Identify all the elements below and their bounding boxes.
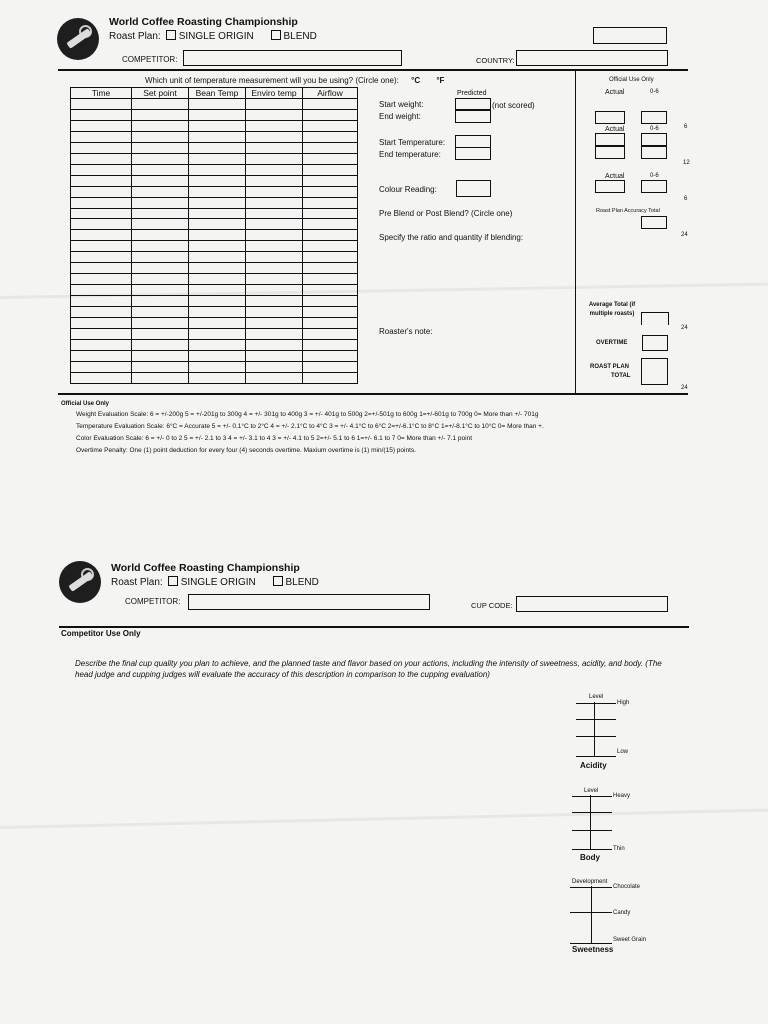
table-cell[interactable] — [132, 241, 189, 252]
table-row[interactable] — [71, 329, 358, 340]
blend-checkbox-2[interactable] — [273, 576, 283, 586]
official-use-label: Official Use Only — [609, 77, 654, 83]
col-enviro-temp: Enviro temp — [246, 88, 303, 99]
cup-code-field[interactable] — [516, 596, 668, 612]
acidity-tick-2 — [576, 719, 616, 720]
table-cell[interactable] — [71, 197, 132, 208]
col-airflow: Airflow — [303, 88, 358, 99]
table-row[interactable] — [71, 142, 358, 153]
table-cell[interactable] — [71, 241, 132, 252]
table-cell[interactable] — [189, 142, 246, 153]
table-cell[interactable] — [189, 230, 246, 241]
roast-plan-total-label-2: TOTAL — [611, 373, 631, 379]
table-cell[interactable] — [71, 329, 132, 340]
range-label-3: 0-6 — [650, 173, 659, 179]
competitor-label: COMPETITOR: — [122, 55, 178, 64]
col-set-point: Set point — [132, 88, 189, 99]
table-row[interactable] — [71, 318, 358, 329]
accuracy-total-box[interactable] — [641, 216, 667, 229]
table-cell[interactable] — [246, 296, 303, 307]
table-row[interactable] — [71, 197, 358, 208]
table-cell[interactable] — [189, 296, 246, 307]
actual-temp-box-end[interactable] — [595, 146, 625, 159]
table-row[interactable] — [71, 208, 358, 219]
table-cell[interactable] — [246, 318, 303, 329]
table-cell[interactable] — [303, 164, 358, 175]
table-row[interactable] — [71, 175, 358, 186]
table-cell[interactable] — [132, 285, 189, 296]
not-scored-label: (not scored) — [492, 101, 535, 110]
form1-bottom-rule — [58, 393, 688, 395]
table-cell[interactable] — [71, 120, 132, 131]
table-cell[interactable] — [189, 219, 246, 230]
body-tick-4 — [572, 849, 612, 850]
official-divider — [575, 69, 576, 394]
blend-question: Pre Blend or Post Blend? (Circle one) — [379, 209, 513, 218]
country-field[interactable] — [516, 50, 668, 66]
table-cell[interactable] — [303, 307, 358, 318]
table-cell[interactable] — [132, 109, 189, 120]
table-cell[interactable] — [189, 318, 246, 329]
table-cell[interactable] — [189, 252, 246, 263]
colour-score-box[interactable] — [641, 180, 667, 193]
table-cell[interactable] — [71, 109, 132, 120]
table-cell[interactable] — [189, 186, 246, 197]
body-high-label: Heavy — [613, 793, 631, 799]
table-cell[interactable] — [246, 241, 303, 252]
table-cell[interactable] — [303, 131, 358, 142]
body-tick-2 — [572, 812, 612, 813]
table-cell[interactable] — [132, 153, 189, 164]
acidity-name: Acidity — [580, 761, 607, 770]
table-cell[interactable] — [303, 175, 358, 186]
colour-reading-label: Colour Reading: — [379, 185, 437, 194]
table-row[interactable] — [71, 274, 358, 285]
table-cell[interactable] — [71, 186, 132, 197]
table-cell[interactable] — [246, 99, 303, 110]
table-cell[interactable] — [303, 318, 358, 329]
table-cell[interactable] — [189, 361, 246, 372]
championship-logo-icon-2 — [59, 561, 101, 603]
actual-label-1: Actual — [605, 89, 625, 96]
roast-log-header — [71, 88, 358, 99]
acidity-tick-3 — [576, 736, 616, 737]
table-cell[interactable] — [132, 372, 189, 383]
table-cell[interactable] — [303, 296, 358, 307]
actual-label-2: Actual — [605, 126, 625, 133]
roast-plan-label-2: Roast Plan: — [111, 577, 163, 588]
table-cell[interactable] — [132, 339, 189, 350]
championship-logo-icon — [57, 18, 99, 60]
roast-plan-total-label-1: ROAST PLAN — [590, 364, 629, 370]
table-cell[interactable] — [303, 372, 358, 383]
table-cell[interactable] — [189, 263, 246, 274]
table-cell[interactable] — [246, 197, 303, 208]
sweetness-scale-line — [591, 886, 592, 944]
table-cell[interactable] — [303, 252, 358, 263]
blend-checkbox[interactable] — [271, 30, 281, 40]
single-origin-checkbox-2[interactable] — [168, 576, 178, 586]
table-cell[interactable] — [246, 109, 303, 120]
table-cell[interactable] — [71, 164, 132, 175]
sweetness-chocolate-label: Chocolate — [613, 884, 641, 890]
table-row[interactable] — [71, 219, 358, 230]
table-row[interactable] — [71, 164, 358, 175]
table-cell[interactable] — [246, 372, 303, 383]
table-cell[interactable] — [132, 263, 189, 274]
unit-celsius[interactable]: °C — [411, 76, 421, 85]
temp-question: Which unit of temperature measurement will you be using? (Circle one): °C °F — [145, 76, 445, 85]
weight-scale: Weight Evaluation Scale: 6 = +/-200g 5 = +/-201g to 300g 4 = +/- 301g to 400g 3 = +/- 401g to 500g 2=+/-501g to 600g 1=+/-601g to 700g 0= More than +/- 701g — [76, 411, 539, 418]
start-weight-label: Start weight: — [379, 100, 424, 109]
table-cell[interactable] — [246, 252, 303, 263]
table-row[interactable] — [71, 296, 358, 307]
table-cell[interactable] — [132, 318, 189, 329]
table-cell[interactable] — [71, 339, 132, 350]
col-time: Time — [71, 88, 132, 99]
average-max-24: 24 — [681, 325, 688, 331]
table-cell[interactable] — [71, 372, 132, 383]
colour-max-6: 6 — [684, 196, 688, 202]
table-cell[interactable] — [132, 175, 189, 186]
table-cell[interactable] — [246, 142, 303, 153]
table-cell[interactable] — [132, 329, 189, 340]
table-cell[interactable] — [71, 285, 132, 296]
col-bean-temp: Bean Temp — [189, 88, 246, 99]
table-cell[interactable] — [132, 120, 189, 131]
table-cell[interactable] — [71, 361, 132, 372]
table-cell[interactable] — [132, 99, 189, 110]
temp-score-box-end[interactable] — [641, 146, 667, 159]
table-cell[interactable] — [132, 142, 189, 153]
table-cell[interactable] — [303, 99, 358, 110]
acidity-level-label: Level — [589, 694, 604, 700]
table-cell[interactable] — [132, 208, 189, 219]
accuracy-max-24: 24 — [681, 232, 688, 238]
table-cell[interactable] — [246, 175, 303, 186]
form1-roast-plan — [109, 30, 317, 42]
table-cell[interactable] — [132, 219, 189, 230]
roast-plan-label: Roast Plan: — [109, 31, 161, 42]
range-label-1: 0-6 — [650, 89, 659, 95]
sweetness-tick-3 — [570, 943, 612, 944]
country-label: COUNTRY: — [476, 56, 515, 65]
table-cell[interactable] — [71, 142, 132, 153]
table-cell[interactable] — [189, 372, 246, 383]
table-row[interactable] — [71, 186, 358, 197]
table-cell[interactable] — [246, 285, 303, 296]
temp-max-12: 12 — [683, 160, 690, 166]
body-tick-1 — [572, 796, 612, 797]
table-cell[interactable] — [189, 197, 246, 208]
roast-plan-accuracy-label: Roast Plan Accuracy Total — [596, 208, 660, 214]
table-cell[interactable] — [132, 307, 189, 318]
overtime-penalty: Overtime Penalty: One (1) point deduction for every four (4) seconds overtime. Maxium overtime is (1) min/(15) points. — [76, 447, 416, 454]
weight-score-box[interactable] — [641, 111, 667, 124]
table-cell[interactable] — [71, 219, 132, 230]
table-row[interactable] — [71, 252, 358, 263]
table-cell[interactable] — [71, 99, 132, 110]
table-cell[interactable] — [303, 230, 358, 241]
roasters-note-label: Roaster's note: — [379, 327, 433, 336]
form1-top-right-box[interactable] — [593, 27, 667, 44]
total-max-24: 24 — [681, 385, 688, 391]
table-cell[interactable] — [132, 230, 189, 241]
table-cell[interactable] — [303, 329, 358, 340]
blend-label-2: BLEND — [285, 577, 319, 588]
body-level-label: Level — [584, 788, 599, 794]
table-row[interactable] — [71, 285, 358, 296]
average-total-box[interactable] — [641, 312, 669, 325]
table-row[interactable] — [71, 230, 358, 241]
unit-fahrenheit[interactable]: °F — [436, 76, 445, 85]
body-name: Body — [580, 853, 600, 862]
overtime-box[interactable] — [642, 335, 668, 351]
average-total-label: Average Total (if multiple roasts) — [588, 302, 636, 317]
predicted-label: Predicted — [457, 90, 487, 97]
end-temp-label: End temperature: — [379, 150, 441, 159]
table-cell[interactable] — [246, 263, 303, 274]
table-cell[interactable] — [303, 120, 358, 131]
table-cell[interactable] — [132, 350, 189, 361]
table-cell[interactable] — [189, 175, 246, 186]
start-temp-label: Start Temperature: — [379, 138, 446, 147]
table-cell[interactable] — [71, 252, 132, 263]
form2-roast-plan — [111, 576, 319, 588]
actual-weight-box[interactable] — [595, 111, 625, 124]
table-cell[interactable] — [132, 186, 189, 197]
table-cell[interactable] — [246, 219, 303, 230]
table-cell[interactable] — [132, 274, 189, 285]
range-label-2: 0-6 — [650, 126, 659, 132]
competitor-use-only: Competitor Use Only — [61, 629, 141, 638]
body-low-label: Thin — [613, 846, 625, 852]
table-cell[interactable] — [132, 361, 189, 372]
table-cell[interactable] — [303, 241, 358, 252]
sweetness-sweet-grain-label: Sweet Grain — [613, 937, 647, 943]
table-cell[interactable] — [132, 296, 189, 307]
table-row[interactable] — [71, 153, 358, 164]
table-cell[interactable] — [246, 339, 303, 350]
table-cell[interactable] — [246, 120, 303, 131]
single-origin-label-2: SINGLE ORIGIN — [180, 577, 256, 588]
table-cell[interactable] — [303, 274, 358, 285]
end-weight-label: End weight: — [379, 112, 421, 121]
table-row[interactable] — [71, 241, 358, 252]
table-cell[interactable] — [246, 230, 303, 241]
table-cell[interactable] — [246, 208, 303, 219]
table-cell[interactable] — [303, 350, 358, 361]
table-cell[interactable] — [303, 109, 358, 120]
table-cell[interactable] — [71, 350, 132, 361]
specify-ratio-label: Specify the ratio and quantity if blending: — [379, 233, 524, 242]
official-use-bottom: Official Use Only — [61, 401, 110, 407]
end-temp-field[interactable] — [455, 147, 491, 160]
body-scale-line — [590, 795, 591, 850]
blend-label: BLEND — [283, 31, 317, 42]
table-cell[interactable] — [189, 274, 246, 285]
acidity-tick-1 — [576, 703, 616, 704]
form1-divider — [58, 69, 688, 71]
actual-colour-box[interactable] — [595, 180, 625, 193]
sweetness-name: Sweetness — [572, 945, 614, 954]
table-cell[interactable] — [189, 109, 246, 120]
acidity-high-label: High — [617, 700, 630, 706]
table-cell[interactable] — [71, 263, 132, 274]
table-cell[interactable] — [189, 307, 246, 318]
temp-score-box-start[interactable] — [641, 133, 667, 146]
table-cell[interactable] — [303, 219, 358, 230]
single-origin-checkbox[interactable] — [166, 30, 176, 40]
table-cell[interactable] — [246, 350, 303, 361]
table-cell[interactable] — [71, 307, 132, 318]
table-cell[interactable] — [246, 329, 303, 340]
table-cell[interactable] — [189, 329, 246, 340]
table-row[interactable] — [71, 99, 358, 110]
table-cell[interactable] — [246, 361, 303, 372]
table-cell[interactable] — [246, 274, 303, 285]
table-cell[interactable] — [303, 339, 358, 350]
table-cell[interactable] — [189, 285, 246, 296]
competitor-field-2[interactable] — [188, 594, 430, 610]
table-cell[interactable] — [189, 241, 246, 252]
table-cell[interactable] — [246, 153, 303, 164]
table-cell[interactable] — [132, 131, 189, 142]
roast-plan-total-box[interactable] — [641, 358, 668, 385]
table-cell[interactable] — [71, 153, 132, 164]
table-cell[interactable] — [71, 208, 132, 219]
end-weight-field[interactable] — [455, 110, 491, 123]
sweetness-development-label: Development — [572, 879, 608, 885]
table-cell[interactable] — [303, 285, 358, 296]
table-row[interactable] — [71, 263, 358, 274]
sweetness-tick-1 — [570, 887, 612, 888]
acidity-scale-line — [594, 702, 595, 757]
table-cell[interactable] — [303, 208, 358, 219]
table-cell[interactable] — [189, 350, 246, 361]
table-cell[interactable] — [71, 296, 132, 307]
actual-temp-box-start[interactable] — [595, 133, 625, 146]
roast-log-table[interactable] — [70, 87, 358, 384]
start-weight-field[interactable] — [455, 98, 491, 110]
table-row[interactable] — [71, 372, 358, 383]
competitor-field[interactable] — [183, 50, 402, 66]
table-row[interactable] — [71, 339, 358, 350]
acidity-low-label: Low — [617, 749, 629, 755]
table-cell[interactable] — [303, 142, 358, 153]
table-cell[interactable] — [189, 131, 246, 142]
table-cell[interactable] — [246, 164, 303, 175]
table-row[interactable] — [71, 131, 358, 142]
table-cell[interactable] — [246, 131, 303, 142]
table-cell[interactable] — [189, 339, 246, 350]
competitor-label-2: COMPETITOR: — [125, 597, 181, 606]
table-cell[interactable] — [132, 252, 189, 263]
table-row[interactable] — [71, 120, 358, 131]
form1-title: World Coffee Roasting Championship — [109, 16, 298, 28]
table-cell[interactable] — [303, 197, 358, 208]
table-cell[interactable] — [71, 274, 132, 285]
color-scale: Color Evaluation Scale: 6 = +/- 0 to 2 5 = +/- 2.1 to 3 4 = +/- 3.1 to 4 3 = +/- 4.1 to 5 2=+/- 5.1 to 6 1=+/- 6.1 to 7 0= More than +/- 7.1 point — [76, 435, 473, 442]
table-cell[interactable] — [303, 361, 358, 372]
table-cell[interactable] — [71, 318, 132, 329]
table-cell[interactable] — [303, 186, 358, 197]
table-row[interactable] — [71, 109, 358, 120]
table-cell[interactable] — [303, 263, 358, 274]
table-row[interactable] — [71, 350, 358, 361]
body-tick-3 — [572, 830, 612, 831]
temp-scale: Temperature Evaluation Scale: 6°C = Accurate 5 = +/- 0.1°C to 2°C 4 = +/- 2.1°C to 4°C 3 = +/- 4.1°C to 6°C 2=+/-6.1°C to 8°C 1=+/-8.1°C to 10°C 0= More than +. — [76, 423, 544, 430]
table-cell[interactable] — [303, 153, 358, 164]
temp-max-6: 6 — [684, 124, 688, 130]
sweetness-tick-2 — [570, 912, 612, 913]
table-row[interactable] — [71, 361, 358, 372]
table-cell[interactable] — [189, 208, 246, 219]
table-cell[interactable] — [189, 99, 246, 110]
overtime-label: OVERTIME — [596, 340, 628, 346]
table-cell[interactable] — [71, 175, 132, 186]
table-cell[interactable] — [189, 153, 246, 164]
table-cell[interactable] — [71, 230, 132, 241]
form2-title: World Coffee Roasting Championship — [111, 562, 300, 574]
table-cell[interactable] — [71, 131, 132, 142]
table-cell[interactable] — [132, 197, 189, 208]
single-origin-label: SINGLE ORIGIN — [178, 31, 254, 42]
table-cell[interactable] — [246, 186, 303, 197]
table-cell[interactable] — [189, 164, 246, 175]
cup-code-label: CUP CODE: — [471, 601, 513, 610]
acidity-tick-4 — [576, 756, 616, 757]
form2-divider — [59, 626, 689, 628]
colour-reading-field[interactable] — [456, 180, 491, 197]
table-row[interactable] — [71, 307, 358, 318]
sweetness-candy-label: Candy — [613, 910, 631, 916]
cup-quality-instructions: Describe the final cup quality you plan to achieve, and the planned taste and flavor based on your actions, including the intensity of sweetness, acidity, and body. (The head judge and cupping judges will evaluate the accuracy of this description in comparison to the cupping evaluation) — [75, 659, 662, 679]
table-cell[interactable] — [246, 307, 303, 318]
actual-label-3: Actual — [605, 173, 625, 180]
table-cell[interactable] — [189, 120, 246, 131]
table-cell[interactable] — [132, 164, 189, 175]
